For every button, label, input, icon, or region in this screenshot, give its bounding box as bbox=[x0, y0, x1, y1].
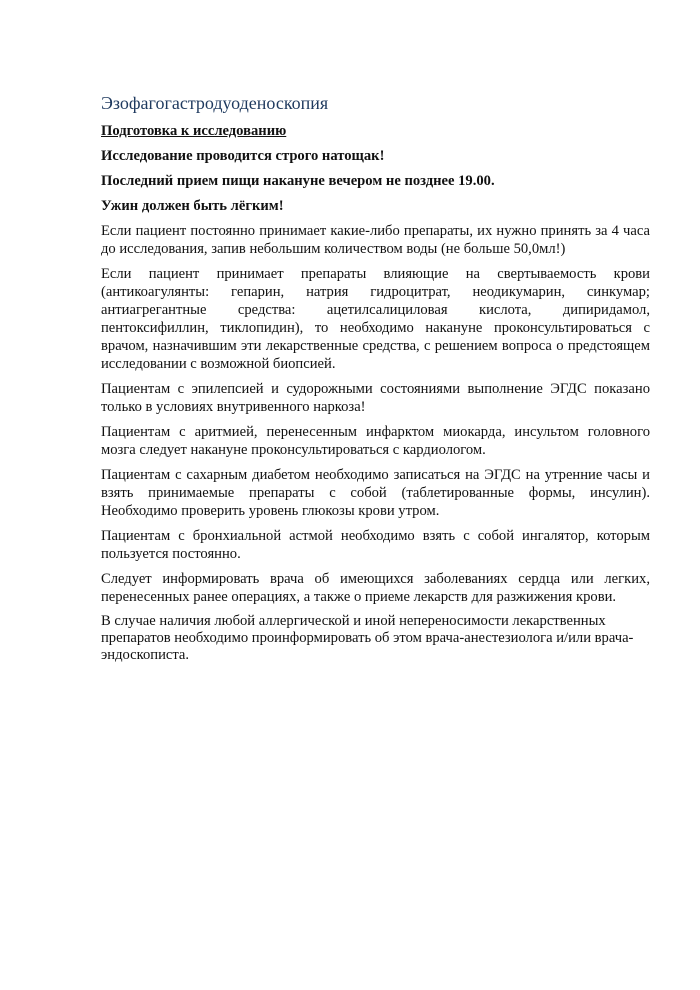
bold-note: Последний прием пищи накануне вечером не позднее 19.00. bbox=[101, 173, 495, 189]
paragraph: Пациентам с эпилепсией и судорожными состояниями выполнение ЭГДС показано только в условиях внутривенного наркоза! bbox=[101, 381, 650, 415]
paragraph-line: препаратов необходимо проинформировать об этом врача-анестезиолога и/или врача- bbox=[101, 630, 634, 646]
paragraph: Пациентам с сахарным диабетом необходимо записаться на ЭГДС на утренние часы и взять принимаемые препараты с собой (таблетированные формы, инсулин). Необходимо проверить уровень глюкозы крови утром. bbox=[101, 467, 650, 519]
bold-note: Ужин должен быть лёгким! bbox=[101, 198, 284, 214]
paragraph-line: эндоскописта. bbox=[101, 647, 190, 663]
last-paragraph bbox=[101, 613, 650, 664]
bold-note: Исследование проводится строго натощак! bbox=[101, 148, 385, 164]
document-title: Эзофагогастродуоденоскопия bbox=[101, 93, 329, 113]
paragraph: Пациентам с аритмией, перенесенным инфарктом миокарда, инсультом головного мозга следует накануне проконсультироваться с кардиологом. bbox=[101, 424, 650, 458]
section-heading: Подготовка к исследованию bbox=[101, 123, 287, 139]
paragraph: Пациентам с бронхиальной астмой необходимо взять с собой ингалятор, которым пользуется постоянно. bbox=[101, 528, 650, 562]
paragraph: Следует информировать врача об имеющихся заболеваниях сердца или легких, перенесенных ранее операциях, а также о приеме лекарств для разжижения крови. bbox=[101, 571, 650, 605]
paragraph-line: В случае наличия любой аллергической и иной непереносимости лекарственных bbox=[101, 613, 606, 629]
paragraph: Если пациент принимает препараты влияющие на свертываемость крови (антикоагулянты: гепарин, натрия гидроцитрат, неодикумарин, синкумар; антиагрегантные средства: ацетилсалициловая кислота, дипиридамол, пентоксифиллин, тиклопидин), то необходимо накануне проконсультироваться с врачом, назначившим эти лекарственные средства, с решением вопроса о предстоящем исследовании с возможной биопсией. bbox=[101, 266, 650, 372]
paragraph: Если пациент постоянно принимает какие-либо препараты, их нужно принять за 4 часа до исследования, запив небольшим количеством воды (не больше 50,0мл!) bbox=[101, 223, 650, 257]
